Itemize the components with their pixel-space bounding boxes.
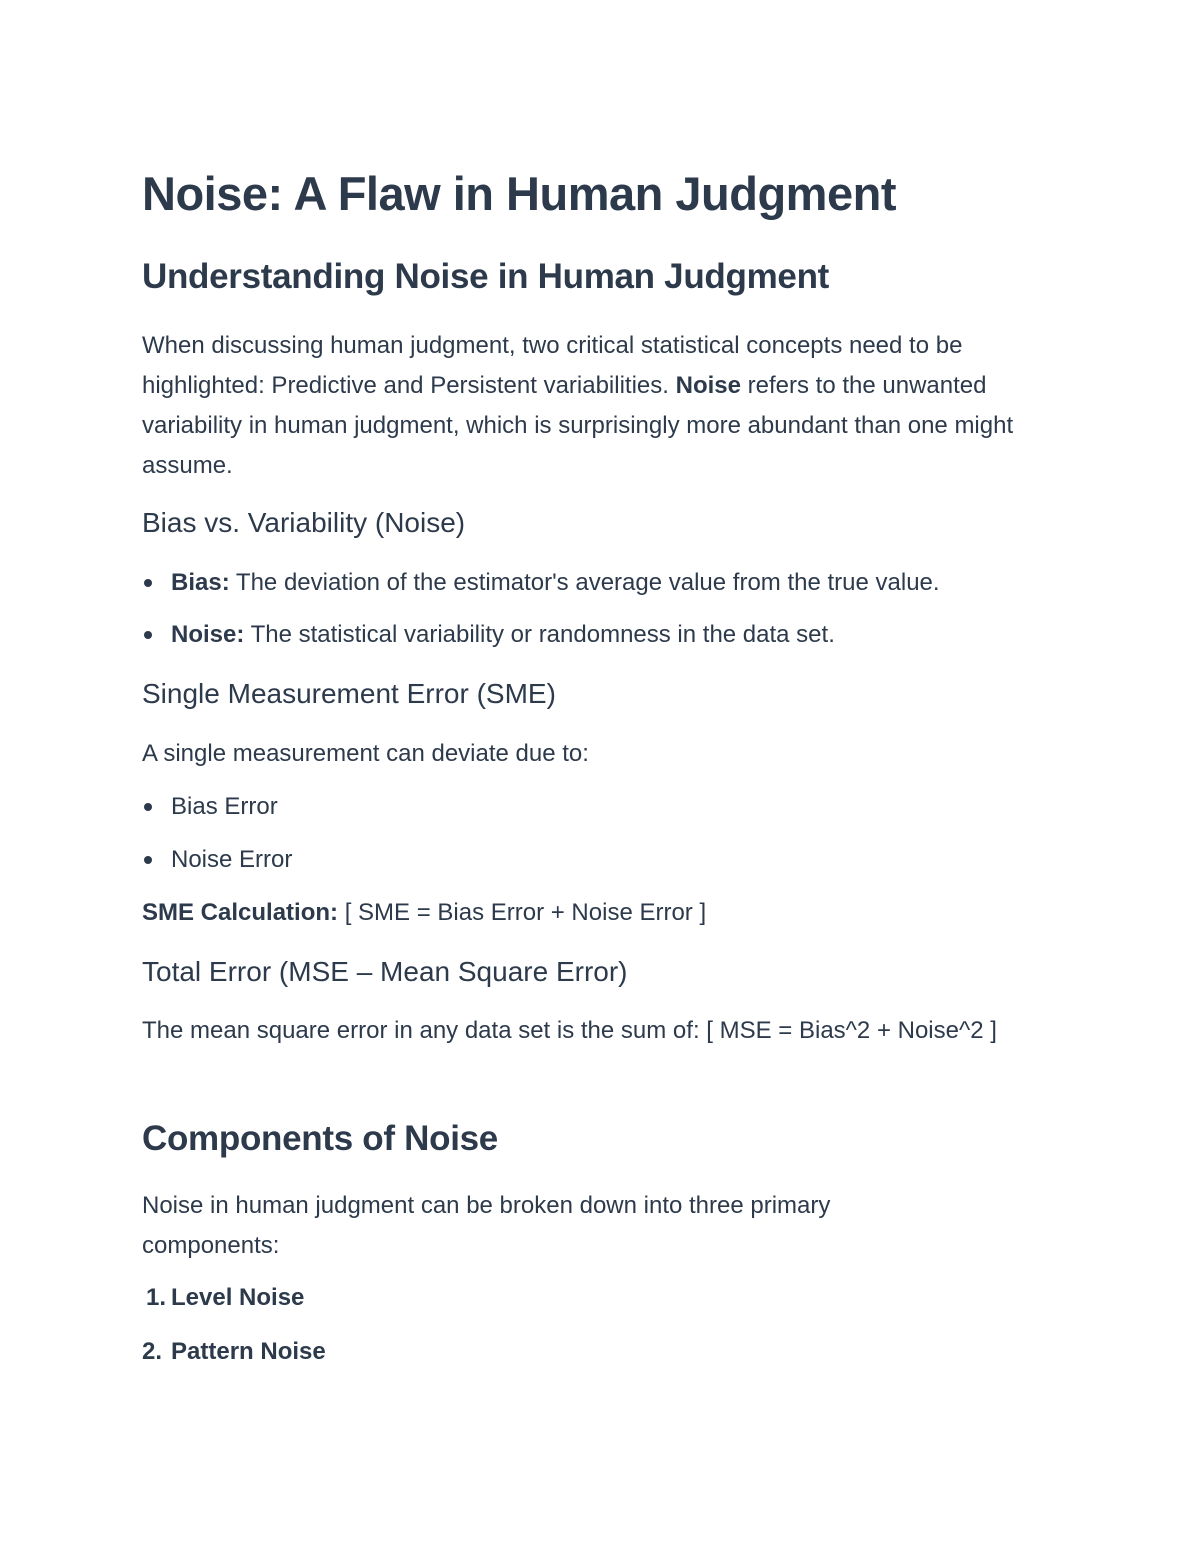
subheading-total-error: Total Error (MSE – Mean Square Error) (142, 956, 628, 987)
document-title: Noise: A Flaw in Human Judgment (142, 167, 896, 220)
section-heading-components: Components of Noise (142, 1119, 498, 1158)
sme-calculation: SME Calculation: [ SME = Bias Error + Noise Error ] (142, 899, 707, 926)
sme-intro: A single measurement can deviate due to: (142, 740, 589, 767)
noise-term: Noise (675, 372, 741, 399)
bullet-icon (144, 631, 152, 639)
mse-paragraph: The mean square error in any data set is the sum of: [ MSE = Bias^2 + Noise^2 ] (142, 1017, 997, 1044)
subheading-sme: Single Measurement Error (SME) (142, 678, 556, 709)
subheading-bias-vs-variability: Bias vs. Variability (Noise) (142, 507, 466, 538)
bullet-icon (144, 856, 152, 864)
section-heading-understanding-noise: Understanding Noise in Human Judgment (142, 257, 830, 296)
components-intro: Noise in human judgment can be broken down into three primary components: (142, 1192, 831, 1259)
intro-paragraph: When discussing human judgment, two critical statistical concepts need to be highlighted: Predictive and Persistent variabilities. Noise refers to the unwanted variability in human judgment, which is surprisingly more abundant than one might assume. (142, 332, 1014, 479)
bullet-icon (144, 579, 152, 587)
bullet-icon (144, 803, 152, 811)
